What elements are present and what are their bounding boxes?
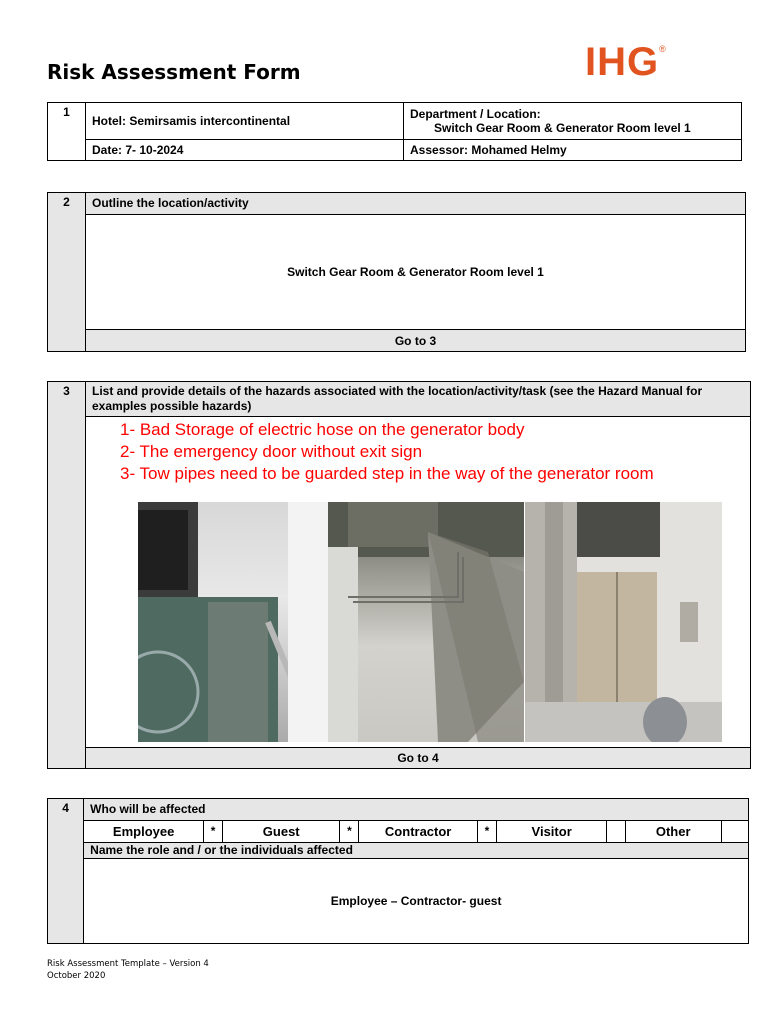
option-other-mark[interactable]: [721, 820, 748, 843]
goto-3-link[interactable]: Go to 3: [86, 330, 746, 352]
date-field: Date: 7- 10-2024: [86, 140, 404, 161]
section-3-heading: List and provide details of the hazards associated with the location/activity/task (see the Hazard Manual for examples possible hazards): [86, 382, 751, 417]
section-2-table: [47, 192, 746, 352]
option-employee: Employee: [84, 820, 204, 843]
section-2-content: Switch Gear Room & Generator Room level 1: [86, 214, 746, 330]
option-visitor-mark[interactable]: [607, 820, 625, 843]
hotel-field: Hotel: Semirsamis intercontinental: [86, 103, 404, 140]
hazard-item: 1- Bad Storage of electric hose on the generator body: [120, 420, 525, 440]
logo-text: IHG: [585, 40, 660, 84]
footer: [47, 958, 209, 982]
footer-version: Risk Assessment Template – Version 4: [47, 959, 209, 969]
option-contractor: Contractor: [359, 820, 478, 843]
switch-gear-room-photo: [328, 502, 524, 742]
section-4-table: [47, 798, 749, 944]
registered-mark: ®: [659, 44, 667, 54]
department-field: [404, 103, 742, 140]
option-employee-mark[interactable]: *: [204, 820, 223, 843]
section-4-number: 4: [48, 799, 84, 944]
section-1-table: [47, 102, 742, 161]
department-value: Switch Gear Room & Generator Room level 1: [434, 121, 691, 135]
option-visitor: Visitor: [496, 820, 607, 843]
ihg-logo: [585, 40, 667, 85]
goto-4-link[interactable]: Go to 4: [86, 747, 751, 768]
form-title: Risk Assessment Form: [47, 60, 301, 84]
hazard-item: 2- The emergency door without exit sign: [120, 442, 423, 462]
option-contractor-mark[interactable]: *: [477, 820, 496, 843]
section-1-number: 1: [48, 103, 86, 161]
generator-photo: [138, 502, 328, 742]
department-label: Department / Location:: [410, 107, 541, 121]
section-2-number: 2: [48, 193, 86, 352]
section-4-heading: Who will be affected: [84, 799, 749, 821]
emergency-door-photo: [525, 502, 722, 742]
option-other: Other: [625, 820, 721, 843]
affected-individuals: Employee – Contractor- guest: [84, 858, 749, 943]
hazard-list: [92, 419, 744, 485]
option-guest-mark[interactable]: *: [340, 820, 359, 843]
section-3-number: 3: [48, 382, 86, 769]
hazard-item: 3- Tow pipes need to be guarded step in the way of the generator room: [120, 464, 654, 484]
footer-date: October 2020: [47, 971, 106, 981]
section-4-subheading: Name the role and / or the individuals affected: [84, 843, 749, 858]
assessor-field: Assessor: Mohamed Helmy: [404, 140, 742, 161]
section-2-heading: Outline the location/activity: [86, 193, 746, 215]
option-guest: Guest: [222, 820, 340, 843]
